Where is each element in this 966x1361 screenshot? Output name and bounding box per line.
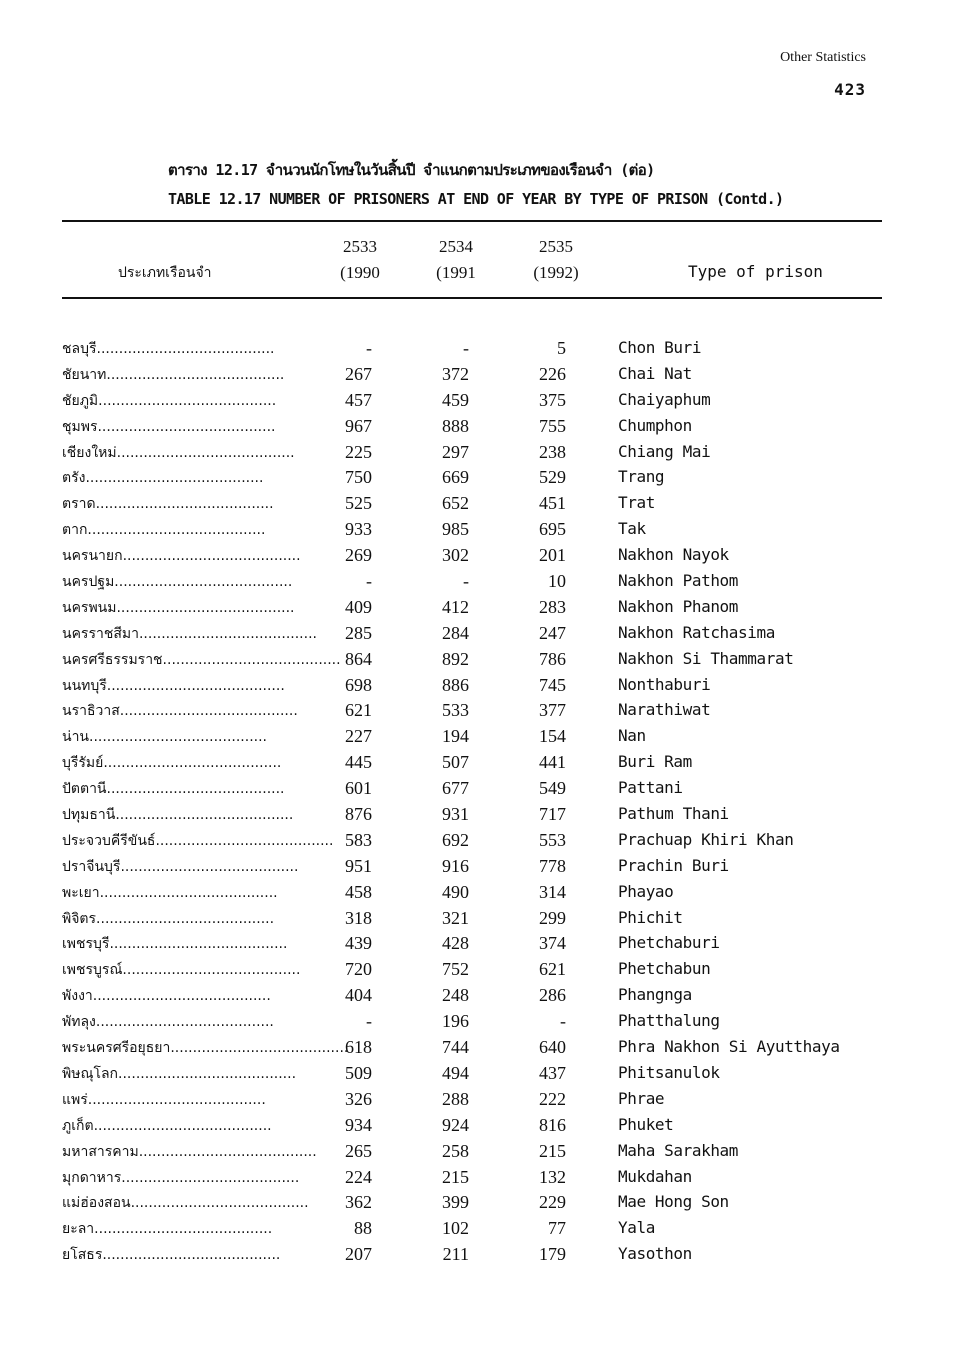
row-label-thai: มุกดาหาร........................................ (62, 1169, 300, 1186)
row-value-1: - (366, 571, 372, 592)
row-value-2: 886 (442, 674, 469, 695)
row-label-thai: ตาก........................................ (62, 522, 266, 539)
row-label-thai: นครพนม........................................ (62, 599, 295, 616)
column-header-thai: ประเภทเรือนจำ (118, 265, 212, 281)
row-label-thai: ปราจีนบุรี........................................ (62, 858, 299, 875)
row-value-3: 437 (539, 1062, 566, 1083)
row-value-1: 285 (345, 622, 372, 643)
row-value-3: - (560, 1011, 566, 1032)
row-value-1: 267 (345, 363, 372, 384)
row-value-3: 441 (539, 752, 566, 773)
row-value-3: 247 (539, 622, 566, 643)
row-value-2: 248 (442, 985, 469, 1006)
row-label-thai: ประจวบคีรีขันธ์........................................ (62, 832, 334, 849)
row-label-thai: มหาสารคาม........................................ (62, 1143, 317, 1160)
row-label-thai: เชียงใหม่........................................ (62, 444, 295, 461)
row-value-3: 10 (548, 571, 566, 592)
row-label-english: Phatthalung (618, 1011, 720, 1031)
section-title: Other Statistics (780, 50, 866, 65)
row-value-1: 458 (345, 881, 372, 902)
row-value-2: 428 (442, 933, 469, 954)
row-value-1: 698 (345, 674, 372, 695)
row-label-english: Chaiyaphum (618, 389, 711, 409)
row-value-1: 750 (345, 467, 372, 488)
row-label-english: Phra Nakhon Si Ayutthaya (618, 1037, 840, 1057)
row-value-1: 326 (345, 1088, 372, 1109)
row-value-2: 297 (442, 441, 469, 462)
row-label-english: Phrae (618, 1088, 665, 1108)
row-label-english: Yasothon (618, 1244, 692, 1264)
row-label-english: Trat (618, 493, 655, 513)
row-label-thai: เพชรบุรี........................................ (62, 936, 288, 953)
row-value-1: 618 (345, 1037, 372, 1058)
column-header-type-of-prison: Type of prison (688, 262, 823, 281)
row-value-2: 412 (442, 596, 469, 617)
row-label-thai: ชุมพร........................................ (62, 418, 276, 435)
row-label-english: Phayao (618, 881, 674, 901)
row-value-2: - (463, 571, 469, 592)
page-number: 423 (834, 80, 866, 99)
row-value-1: 265 (345, 1140, 372, 1161)
row-value-3: 314 (539, 881, 566, 902)
row-value-2: 533 (442, 700, 469, 721)
row-value-2: 196 (442, 1011, 469, 1032)
row-label-thai: ยะลา........................................ (62, 1221, 273, 1238)
row-value-3: 179 (539, 1244, 566, 1265)
row-value-1: 621 (345, 700, 372, 721)
row-label-thai: นนทบุรี........................................ (62, 677, 285, 694)
row-label-english: Phetchabun (618, 959, 711, 979)
row-value-1: - (366, 1011, 372, 1032)
row-value-1: 227 (345, 726, 372, 747)
row-label-english: Phitsanulok (618, 1062, 720, 1082)
row-value-1: 864 (345, 648, 372, 669)
row-label-english: Nakhon Si Thammarat (618, 648, 794, 668)
row-value-1: 269 (345, 545, 372, 566)
row-value-3: 375 (539, 389, 566, 410)
row-value-3: 786 (539, 648, 566, 669)
row-value-3: 77 (548, 1218, 566, 1239)
row-label-english: Phetchaburi (618, 933, 720, 953)
row-label-english: Chiang Mai (618, 441, 711, 461)
year-ce: (1990 (340, 263, 380, 282)
row-value-3: 374 (539, 933, 566, 954)
row-value-1: 720 (345, 959, 372, 980)
row-label-thai: ตราด........................................ (62, 496, 274, 513)
row-value-2: 258 (442, 1140, 469, 1161)
row-value-2: 321 (442, 907, 469, 928)
row-label-thai: ภูเก็ต........................................ (62, 1117, 272, 1134)
row-label-english: Yala (618, 1218, 655, 1238)
row-value-1: 318 (345, 907, 372, 928)
row-value-2: 302 (442, 545, 469, 566)
row-value-2: 752 (442, 959, 469, 980)
row-value-1: 88 (354, 1218, 372, 1239)
row-value-2: 215 (442, 1166, 469, 1187)
table-title-english: TABLE 12.17 NUMBER OF PRISONERS AT END OF YEAR BY TYPE OF PRISON (Contd.) (168, 190, 784, 208)
row-value-3: 549 (539, 778, 566, 799)
row-value-1: 457 (345, 389, 372, 410)
row-value-1: 224 (345, 1166, 372, 1187)
row-label-thai: พระนครศรีอยุธยา........................................ (62, 1040, 349, 1057)
row-value-2: 194 (442, 726, 469, 747)
row-label-english: Mukdahan (618, 1166, 692, 1186)
row-label-english: Phangnga (618, 985, 692, 1005)
row-value-3: 154 (539, 726, 566, 747)
row-label-thai: ปทุมธานี........................................ (62, 807, 294, 824)
row-value-3: 229 (539, 1192, 566, 1213)
row-value-3: 5 (557, 338, 566, 358)
row-value-1: 362 (345, 1192, 372, 1213)
row-label-english: Pattani (618, 778, 683, 798)
row-value-2: 288 (442, 1088, 469, 1109)
row-value-2: 507 (442, 752, 469, 773)
row-label-thai: ชลบุรี........................................ (62, 341, 275, 357)
row-label-english: Mae Hong Son (618, 1192, 729, 1212)
row-label-thai: แพร่........................................ (62, 1091, 266, 1108)
row-label-thai: พะเยา........................................ (62, 884, 278, 901)
row-value-3: 717 (539, 804, 566, 825)
row-value-3: 201 (539, 545, 566, 566)
row-value-1: 876 (345, 804, 372, 825)
row-value-3: 755 (539, 415, 566, 436)
row-label-english: Nakhon Pathom (618, 571, 739, 591)
row-value-3: 299 (539, 907, 566, 928)
year-be: 2533 (343, 237, 377, 256)
row-label-english: Nakhon Nayok (618, 545, 729, 565)
row-label-english: Narathiwat (618, 700, 711, 720)
row-value-1: 601 (345, 778, 372, 799)
year-be: 2534 (439, 237, 473, 256)
row-value-3: 283 (539, 596, 566, 617)
row-value-3: 553 (539, 829, 566, 850)
row-label-thai: นครปฐม........................................ (62, 574, 293, 591)
row-label-english: Chumphon (618, 415, 692, 435)
row-label-english: Maha Sarakham (618, 1140, 739, 1160)
table-title (168, 156, 783, 214)
row-label-english: Trang (618, 467, 665, 487)
row-label-thai: พังงา........................................ (62, 988, 271, 1005)
row-value-2: 459 (442, 389, 469, 410)
row-label-thai: ปัตตานี........................................ (62, 781, 285, 798)
table-title-thai: ตาราง 12.17 จำนวนนักโทษในวันสิ้นปี จำแนกตามประเภทของเรือนจำ (ต่อ) (168, 161, 655, 179)
row-label-thai: พิจิตร........................................ (62, 910, 275, 927)
page-header (780, 50, 866, 99)
row-label-thai: น่าน........................................ (62, 729, 268, 746)
row-value-2: 211 (442, 1244, 469, 1265)
row-label-english: Prachuap Khiri Khan (618, 829, 794, 849)
row-value-1: 951 (345, 855, 372, 876)
row-value-1: 933 (345, 519, 372, 540)
column-header-year-1992 (516, 234, 596, 286)
row-value-3: 778 (539, 855, 566, 876)
row-label-thai: พิษณุโลก........................................ (62, 1065, 297, 1082)
row-label-english: Pathum Thani (618, 804, 729, 824)
column-header-year-1991 (416, 234, 496, 286)
row-label-english: Prachin Buri (618, 855, 729, 875)
row-value-1: 207 (345, 1244, 372, 1265)
row-value-1: 409 (345, 596, 372, 617)
row-value-3: 621 (539, 959, 566, 980)
row-value-1: 967 (345, 415, 372, 436)
year-be: 2535 (539, 237, 573, 256)
row-value-2: 931 (442, 804, 469, 825)
row-value-1: 439 (345, 933, 372, 954)
row-value-2: 490 (442, 881, 469, 902)
row-label-thai: ชัยนาท........................................ (62, 366, 285, 383)
row-value-3: 451 (539, 493, 566, 514)
row-value-2: 916 (442, 855, 469, 876)
row-label-english: Nonthaburi (618, 674, 711, 694)
row-value-2: 652 (442, 493, 469, 514)
row-value-3: 529 (539, 467, 566, 488)
row-label-thai: นครศรีธรรมราช........................................ (62, 651, 341, 668)
row-label-thai: แม่ฮ่องสอน........................................ (62, 1195, 309, 1212)
row-value-1: 509 (345, 1062, 372, 1083)
row-value-1: 225 (345, 441, 372, 462)
row-value-2: 985 (442, 519, 469, 540)
row-value-2: 372 (442, 363, 469, 384)
row-value-2: 102 (442, 1218, 469, 1239)
row-value-3: 222 (539, 1088, 566, 1109)
row-label-thai: ชัยภูมิ........................................ (62, 392, 277, 409)
row-value-1: - (366, 338, 372, 358)
row-label-english: Buri Ram (618, 752, 692, 772)
row-label-english: Nan (618, 726, 646, 746)
row-value-3: 377 (539, 700, 566, 721)
row-value-2: 669 (442, 467, 469, 488)
row-value-2: 692 (442, 829, 469, 850)
year-ce: (1991 (436, 263, 476, 282)
row-label-thai: เพชรบูรณ์........................................ (62, 962, 301, 979)
row-value-3: 695 (539, 519, 566, 540)
row-value-2: 399 (442, 1192, 469, 1213)
row-label-english: Chon Buri (618, 338, 702, 357)
row-value-3: 226 (539, 363, 566, 384)
row-label-thai: ยโสธร........................................ (62, 1247, 281, 1264)
row-value-2: 284 (442, 622, 469, 643)
row-value-2: 744 (442, 1037, 469, 1058)
row-value-1: 445 (345, 752, 372, 773)
row-value-3: 640 (539, 1037, 566, 1058)
row-value-1: 404 (345, 985, 372, 1006)
row-label-english: Chai Nat (618, 363, 692, 383)
row-label-thai: นราธิวาส........................................ (62, 703, 298, 720)
row-label-thai: บุรีรัมย์........................................ (62, 755, 282, 772)
row-value-1: 525 (345, 493, 372, 514)
row-value-3: 132 (539, 1166, 566, 1187)
row-label-thai: ตรัง........................................ (62, 470, 264, 487)
year-ce: (1992) (533, 263, 579, 282)
row-label-english: Nakhon Ratchasima (618, 622, 775, 642)
row-value-2: - (463, 338, 469, 358)
row-value-2: 924 (442, 1114, 469, 1135)
row-value-1: 934 (345, 1114, 372, 1135)
row-value-3: 745 (539, 674, 566, 695)
row-value-1: 583 (345, 829, 372, 850)
row-value-2: 892 (442, 648, 469, 669)
row-label-thai: นครราชสีมา........................................ (62, 625, 317, 642)
row-label-thai: นครนายก........................................ (62, 548, 301, 565)
row-label-english: Tak (618, 519, 646, 539)
row-label-english: Nakhon Phanom (618, 596, 739, 616)
row-value-2: 888 (442, 415, 469, 436)
row-value-2: 677 (442, 778, 469, 799)
row-value-3: 816 (539, 1114, 566, 1135)
row-value-3: 238 (539, 441, 566, 462)
table-top-rule (62, 220, 882, 222)
row-value-3: 215 (539, 1140, 566, 1161)
column-header-year-1990 (320, 234, 400, 286)
row-value-3: 286 (539, 985, 566, 1006)
row-label-thai: พัทลุง........................................ (62, 1014, 274, 1031)
row-label-english: Phichit (618, 907, 683, 927)
row-value-2: 494 (442, 1062, 469, 1083)
row-label-english: Phuket (618, 1114, 674, 1134)
table-header-rule (62, 297, 882, 299)
